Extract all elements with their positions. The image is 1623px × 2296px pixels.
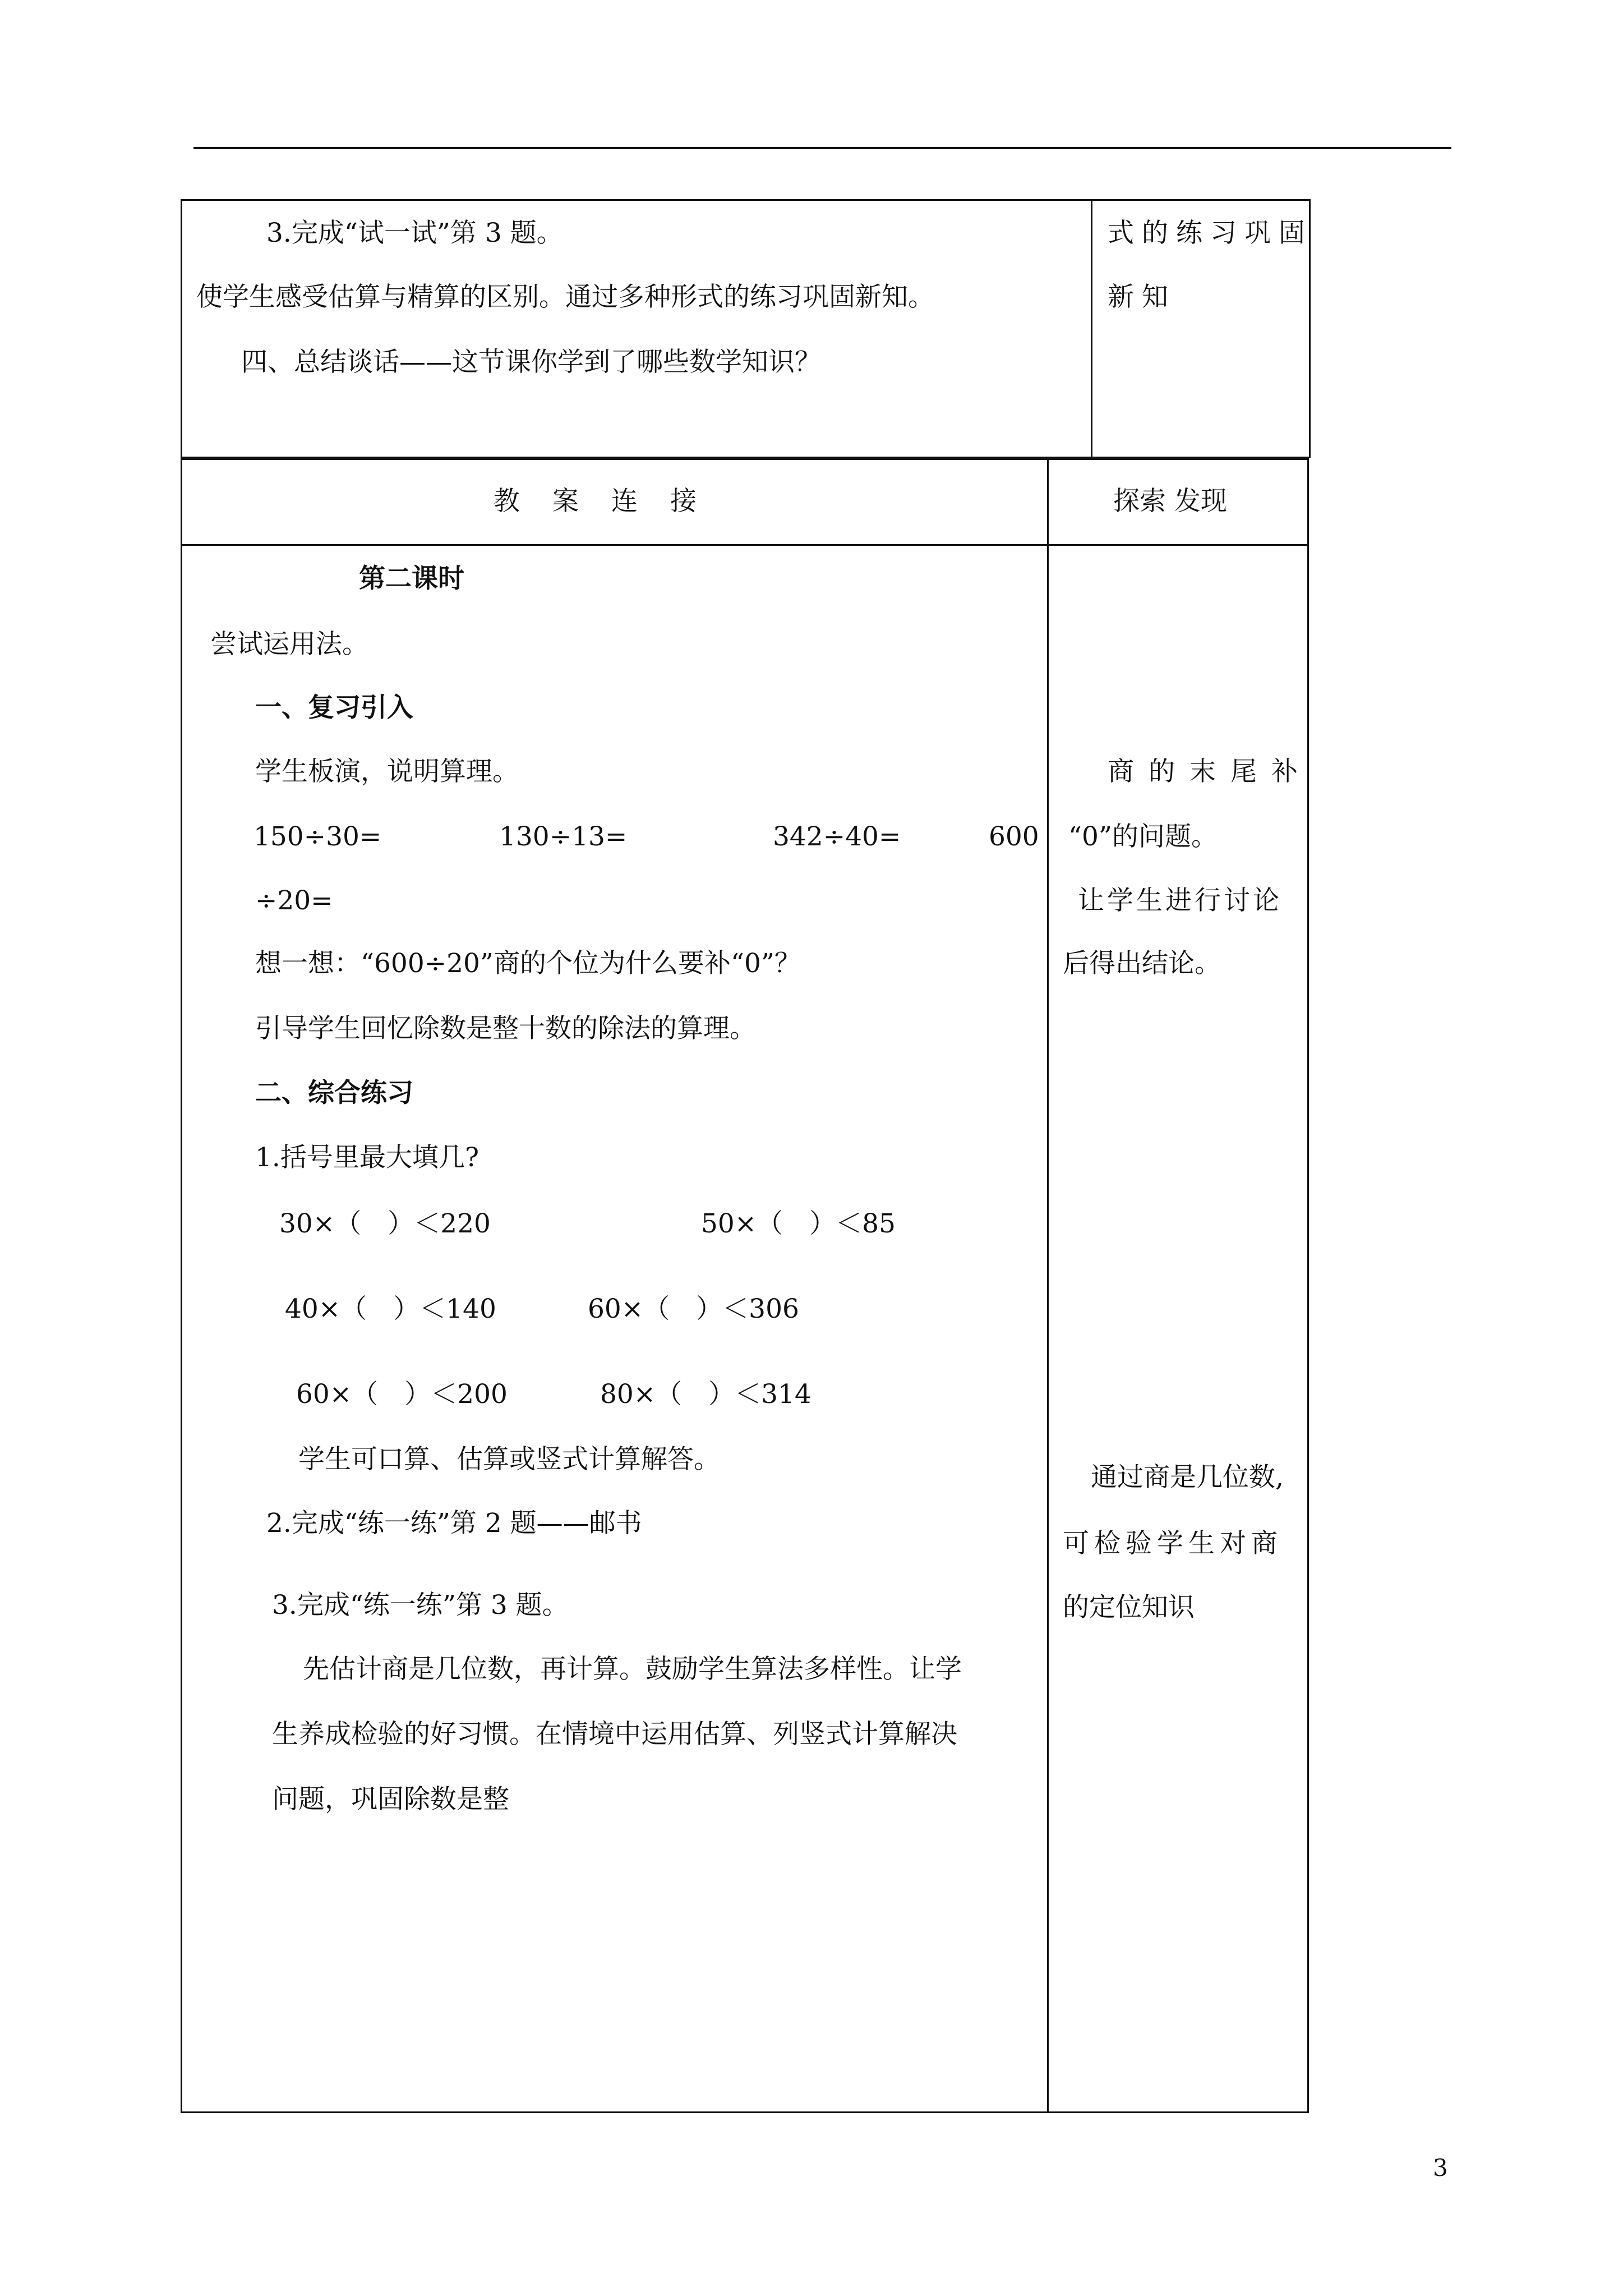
q3-line: 3.完成“练一练”第 3 题。 — [272, 1590, 569, 1621]
q3-para-3: 问题，巩固除数是整 — [272, 1784, 509, 1815]
equation-4-start: 600 — [989, 821, 1039, 852]
equation-3: 342÷40= — [773, 821, 901, 852]
q1-note: 学生可口算、估算或竖式计算解答。 — [298, 1444, 720, 1475]
lesson-title: 第二课时 — [359, 563, 464, 594]
page-number: 3 — [1433, 2154, 1448, 2182]
section2-title: 二、综合练习 — [255, 1078, 413, 1108]
q3-para-2: 生养成检验的好习惯。在情境中运用估算、列竖式计算解决 — [272, 1719, 957, 1750]
side-note-4: 后得出结论。 — [1063, 948, 1221, 979]
header-side: 探索 发现 — [1113, 486, 1227, 517]
top-side-1: 式的练习巩固 — [1108, 218, 1313, 249]
equation-4-end: ÷20= — [255, 885, 333, 916]
header-rule — [193, 147, 1451, 149]
intro-line: 尝试运用法。 — [210, 629, 368, 660]
side-note-2: “0”的问题。 — [1068, 821, 1218, 852]
q1-item-1: 30×（ ）＜220 — [279, 1208, 491, 1239]
q1-item-4: 60×（ ）＜306 — [588, 1294, 799, 1324]
q1-item-2: 50×（ ）＜85 — [701, 1208, 896, 1239]
equation-2: 130÷13= — [499, 821, 628, 852]
top-side-2: 新知 — [1108, 282, 1176, 312]
bottom-table-divider — [1047, 458, 1049, 2113]
side-note-5: 通过商是几位数, — [1091, 1462, 1284, 1493]
q2-line: 2.完成“练一练”第 2 题——邮书 — [266, 1508, 642, 1539]
q3-para-1: 先估计商是几位数，再计算。鼓励学生算法多样性。让学 — [303, 1654, 962, 1685]
top-line-2: 使学生感受估算与精算的区别。通过多种形式的练习巩固新知。 — [196, 282, 934, 312]
side-note-1: 商的末尾补 — [1108, 756, 1312, 787]
header-main: 教案连接 — [494, 486, 729, 517]
side-note-6: 可检验学生对商 — [1063, 1528, 1283, 1559]
side-note-7: 的定位知识 — [1063, 1592, 1195, 1623]
q1-title: 1.括号里最大填几? — [255, 1142, 479, 1173]
section1-title: 一、复习引入 — [255, 692, 413, 723]
s1-guide: 引导学生回忆除数是整十数的除法的算理。 — [255, 1013, 756, 1044]
top-table-divider — [1091, 199, 1092, 458]
side-note-3: 让学生进行讨论 — [1078, 885, 1282, 916]
q1-item-6: 80×（ ）＜314 — [600, 1379, 811, 1410]
top-line-1: 3.完成“试一试”第 3 题。 — [266, 218, 563, 249]
equation-1: 150÷30= — [253, 821, 382, 852]
s1-think: 想一想：“600÷20”商的个位为什么要补“0”？ — [255, 948, 801, 979]
top-line-3: 四、总结谈话——这节课你学到了哪些数学知识？ — [241, 347, 821, 378]
s1-line-1: 学生板演，说明算理。 — [255, 756, 519, 787]
q1-item-3: 40×（ ）＜140 — [285, 1294, 496, 1324]
bottom-header-rule — [181, 544, 1309, 546]
q1-item-5: 60×（ ）＜200 — [296, 1379, 508, 1410]
